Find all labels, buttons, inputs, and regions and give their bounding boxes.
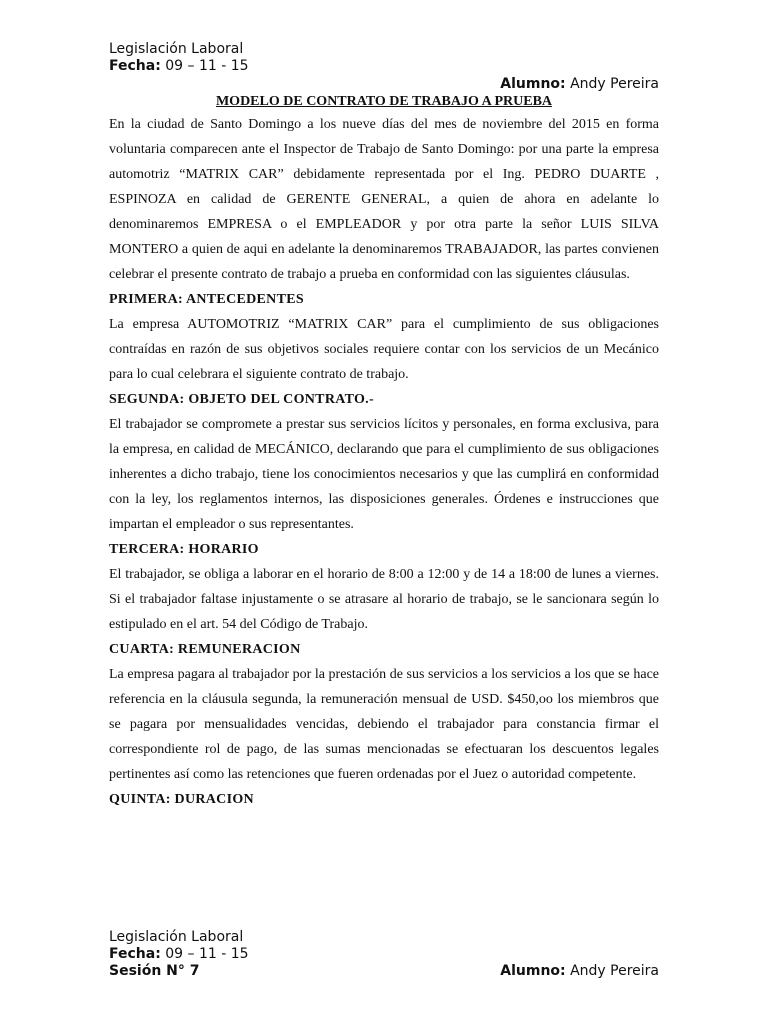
footer-course: Legislación Laboral [109, 929, 244, 945]
section-body-cuarta: La empresa pagara al trabajador por la prestación de sus servicios a los servicios a los que se hace referencia en la cláusula segunda, la remuneración mensual de USD. $450,oo los miembros que se pagara por mensualidades vencidas, debiendo el trabajador para constancia firmar el correspondiente rol de pago, de las sumas mencionadas se efectuaran los descuentos legales pertinentes así como las retenciones que fueren ordenadas por el Juez o autoridad competente. [109, 667, 659, 782]
section-heading-quinta: QUINTA: DURACION [109, 792, 254, 807]
header-date-label: Fecha: [109, 58, 161, 74]
footer-student-value: Andy Pereira [570, 963, 659, 979]
footer-date [109, 946, 659, 963]
page-header [109, 41, 659, 93]
footer-row [109, 963, 659, 980]
footer-date-label: Fecha: [109, 946, 161, 962]
header-course: Legislación Laboral [109, 41, 244, 57]
section-heading-primera: PRIMERA: ANTECEDENTES [109, 292, 304, 307]
section-body-segunda: El trabajador se compromete a prestar sus servicios lícitos y personales, en forma exclusiva, para la empresa, en calidad de MECÁNICO, declarando que para el cumplimiento de sus obligaciones inherentes a dicho trabajo, tiene los conocimientos necesarios y que las cumplirá en conformidad con la ley, los reglamentos internos, las disposiciones generales. Órdenes e instrucciones que impartan el empleador o sus representantes. [109, 417, 659, 532]
section-heading-tercera: TERCERA: HORARIO [109, 542, 259, 557]
intro-paragraph: En la ciudad de Santo Domingo a los nueve días del mes de noviembre del 2015 en forma voluntaria comparecen ante el Inspector de Trabajo de Santo Domingo: por una parte la empresa automotriz “MATRIX CAR” debidamente representada por el Ing. PEDRO DUARTE , ESPINOZA en calidad de GERENTE GENERAL, a quien de ahora en adelante lo denominaremos EMPRESA o el EMPLEADOR y por otra parte la señor LUIS SILVA MONTERO a quien de aqui en adelante la denominaremos TRABAJADOR, las partes convienen celebrar el presente contrato de trabajo a prueba en conformidad con las siguientes cláusulas. [109, 117, 659, 282]
page-footer [109, 929, 659, 980]
section-heading-segunda: SEGUNDA: OBJETO DEL CONTRATO.- [109, 392, 374, 407]
footer-date-value: 09 – 11 - 15 [165, 946, 249, 962]
document-title: MODELO DE CONTRATO DE TRABAJO A PRUEBA [215, 94, 553, 109]
header-date-value: 09 – 11 - 15 [165, 58, 249, 74]
footer-session: Sesión N° 7 [109, 963, 200, 979]
footer-student [500, 963, 659, 980]
section-heading-cuarta: CUARTA: REMUNERACION [109, 642, 301, 657]
footer-student-label: Alumno: [500, 963, 566, 979]
section-body-tercera: El trabajador, se obliga a laborar en el horario de 8:00 a 12:00 y de 14 a 18:00 de lunes a viernes. Si el trabajador faltase injustamente o se atrasare al horario de trabajo, se le sancionara según lo estipulado en el art. 54 del Código de Trabajo. [109, 567, 659, 632]
header-student-value: Andy Pereira [570, 76, 659, 92]
header-date [109, 58, 659, 75]
document-body [109, 94, 659, 812]
section-body-primera: La empresa AUTOMOTRIZ “MATRIX CAR” para el cumplimiento de sus obligaciones contraídas en razón de sus objetivos sociales requiere contar con los servicios de un Mecánico para lo cual celebrara el siguiente contrato de trabajo. [109, 317, 659, 382]
header-student [109, 76, 659, 93]
header-student-label: Alumno: [500, 76, 566, 92]
